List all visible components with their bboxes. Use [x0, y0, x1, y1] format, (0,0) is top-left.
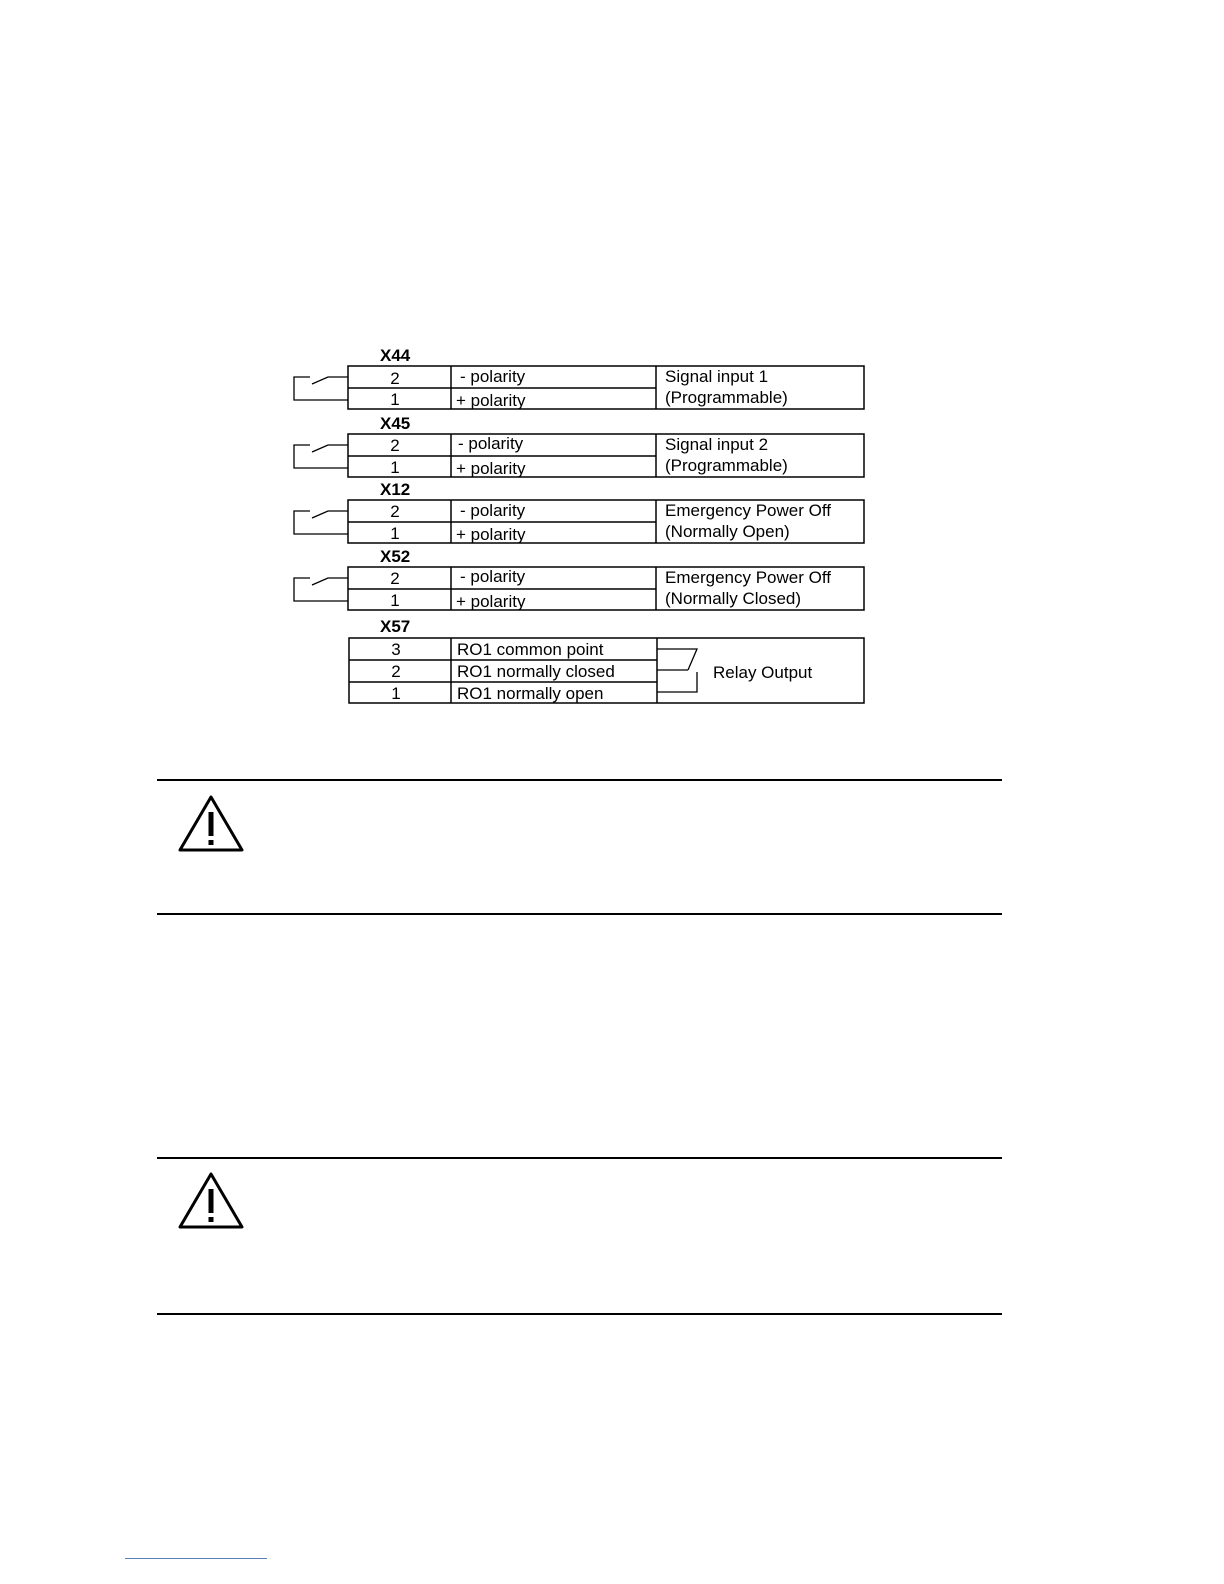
pin-signal: + polarity — [456, 592, 526, 611]
connector-x12 — [294, 480, 864, 544]
connector-label: X45 — [380, 414, 411, 433]
pin-signal: RO1 common point — [457, 640, 604, 659]
footnote-separator — [125, 1558, 267, 1559]
warning-triangle-icon — [176, 794, 246, 854]
pin-number: 2 — [390, 369, 400, 388]
pin-number: 1 — [390, 591, 400, 610]
relay-description: Relay Output — [713, 663, 813, 682]
pin-number: 3 — [391, 640, 401, 659]
switch-symbol — [294, 511, 348, 534]
connector-label: X44 — [380, 346, 411, 365]
pin-signal: + polarity — [456, 391, 526, 410]
pin-number: 2 — [390, 569, 400, 588]
warning-bottom-rule — [157, 913, 1002, 915]
switch-symbol — [294, 578, 348, 601]
connector-description: (Programmable) — [665, 456, 788, 475]
pin-number: 2 — [390, 436, 400, 455]
relay-contact-symbol — [657, 649, 697, 692]
warning-top-rule — [157, 1157, 1002, 1159]
switch-symbol — [294, 445, 348, 468]
warning-bottom-rule — [157, 1313, 1002, 1315]
pin-signal: RO1 normally closed — [457, 662, 615, 681]
connector-label: X12 — [380, 480, 411, 499]
pin-number: 1 — [390, 390, 400, 409]
pin-signal: - polarity — [458, 434, 524, 453]
connector-description: Emergency Power Off — [665, 568, 831, 587]
connector-description: (Normally Closed) — [665, 589, 802, 608]
pin-number: 1 — [391, 684, 401, 703]
warning-top-rule — [157, 779, 1002, 781]
connector-x44 — [294, 346, 864, 410]
pin-signal: - polarity — [460, 567, 526, 586]
pin-number: 2 — [390, 502, 400, 521]
pin-signal: + polarity — [456, 459, 526, 478]
connector-x45 — [294, 414, 864, 478]
pin-signal: - polarity — [460, 501, 526, 520]
connector-description: (Normally Open) — [665, 522, 790, 541]
connector-description: Emergency Power Off — [665, 501, 831, 520]
connector-description: Signal input 1 — [665, 367, 769, 386]
connector-label: X52 — [380, 547, 411, 566]
switch-symbol — [294, 377, 348, 400]
pin-signal: + polarity — [456, 525, 526, 544]
connector-description: (Programmable) — [665, 388, 788, 407]
connector-x57-relay — [349, 617, 864, 703]
connector-description: Signal input 2 — [665, 435, 769, 454]
connector-label: X57 — [380, 617, 411, 636]
pin-number: 1 — [390, 524, 400, 543]
pin-signal: RO1 normally open — [457, 684, 604, 703]
pin-signal: - polarity — [460, 367, 526, 386]
connector-x52 — [294, 547, 864, 611]
pin-number: 1 — [390, 458, 400, 477]
pin-number: 2 — [391, 662, 401, 681]
warning-triangle-icon — [176, 1171, 246, 1231]
